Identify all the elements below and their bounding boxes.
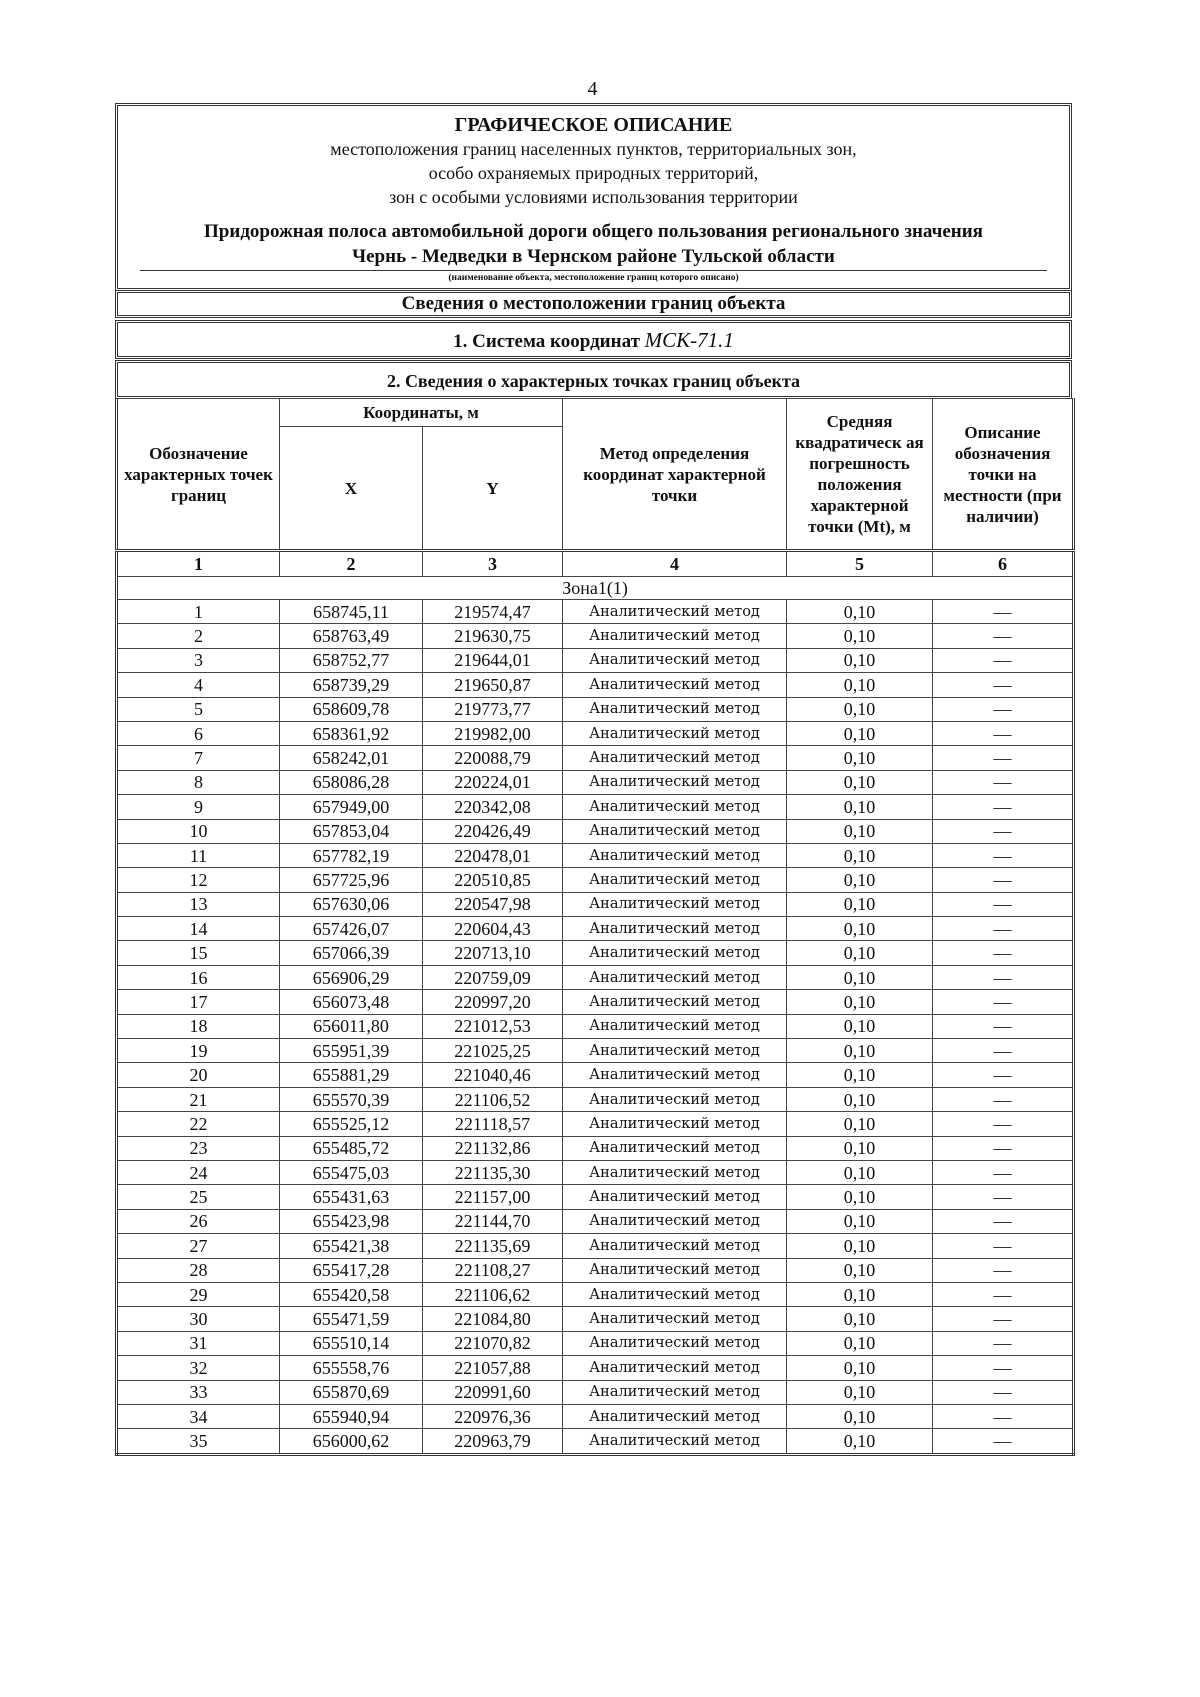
method: Аналитический метод <box>563 1087 787 1111</box>
description: — <box>933 1063 1074 1087</box>
column-number: 3 <box>423 551 563 577</box>
error-value: 0,10 <box>787 941 933 965</box>
method: Аналитический метод <box>563 1136 787 1160</box>
error-value: 0,10 <box>787 1112 933 1136</box>
object-name-line: Чернь - Медведки в Чернском районе Тульской области <box>140 244 1047 271</box>
description: — <box>933 600 1074 624</box>
y-coordinate: 220547,98 <box>423 892 563 916</box>
error-value: 0,10 <box>787 770 933 794</box>
error-value: 0,10 <box>787 624 933 648</box>
y-coordinate: 220426,49 <box>423 819 563 843</box>
point-number: 25 <box>117 1185 280 1209</box>
subtitle-line: особо охраняемых природных территорий, <box>428 163 759 183</box>
method: Аналитический метод <box>563 1112 787 1136</box>
description: — <box>933 1380 1074 1404</box>
method: Аналитический метод <box>563 1307 787 1331</box>
method: Аналитический метод <box>563 892 787 916</box>
point-number: 21 <box>117 1087 280 1111</box>
point-number: 13 <box>117 892 280 916</box>
x-coordinate: 655881,29 <box>280 1063 423 1087</box>
x-coordinate: 656011,80 <box>280 1014 423 1038</box>
method: Аналитический метод <box>563 770 787 794</box>
method: Аналитический метод <box>563 917 787 941</box>
method: Аналитический метод <box>563 819 787 843</box>
table-row <box>117 843 1074 867</box>
y-coordinate: 219650,87 <box>423 673 563 697</box>
object-name-note: (наименование объекта, местоположение границ которого описано) <box>448 273 739 283</box>
description: — <box>933 1258 1074 1282</box>
point-number: 24 <box>117 1160 280 1184</box>
error-value: 0,10 <box>787 819 933 843</box>
y-coordinate: 219982,00 <box>423 721 563 745</box>
x-coordinate: 658361,92 <box>280 721 423 745</box>
table-row <box>117 1429 1074 1454</box>
x-coordinate: 658086,28 <box>280 770 423 794</box>
point-number: 23 <box>117 1136 280 1160</box>
x-coordinate: 655420,58 <box>280 1282 423 1306</box>
table-row <box>117 795 1074 819</box>
point-number: 29 <box>117 1282 280 1306</box>
table-row <box>117 1160 1074 1184</box>
point-number: 27 <box>117 1234 280 1258</box>
description: — <box>933 624 1074 648</box>
table-row <box>117 721 1074 745</box>
y-coordinate: 221106,52 <box>423 1087 563 1111</box>
y-coordinate: 221135,69 <box>423 1234 563 1258</box>
point-number: 14 <box>117 917 280 941</box>
table-row <box>117 1234 1074 1258</box>
column-number: 5 <box>787 551 933 577</box>
error-value: 0,10 <box>787 1063 933 1087</box>
x-coordinate: 657782,19 <box>280 843 423 867</box>
x-coordinate: 658763,49 <box>280 624 423 648</box>
point-number: 16 <box>117 965 280 989</box>
point-number: 32 <box>117 1356 280 1380</box>
x-coordinate: 658242,01 <box>280 746 423 770</box>
error-value: 0,10 <box>787 965 933 989</box>
table-row <box>117 1356 1074 1380</box>
column-number: 2 <box>280 551 423 577</box>
header-error: Средняя квадратическ ая погрешность положения характерной точки (Mt), м <box>787 399 933 551</box>
error-value: 0,10 <box>787 600 933 624</box>
error-value: 0,10 <box>787 1160 933 1184</box>
method: Аналитический метод <box>563 1160 787 1184</box>
point-number: 30 <box>117 1307 280 1331</box>
table-row <box>117 1063 1074 1087</box>
error-value: 0,10 <box>787 917 933 941</box>
y-coordinate: 220510,85 <box>423 868 563 892</box>
error-value: 0,10 <box>787 1282 933 1306</box>
description: — <box>933 1087 1074 1111</box>
zone-row <box>117 577 1074 600</box>
y-coordinate: 221132,86 <box>423 1136 563 1160</box>
error-value: 0,10 <box>787 1014 933 1038</box>
table-row <box>117 1380 1074 1404</box>
column-number: 1 <box>117 551 280 577</box>
y-coordinate: 221106,62 <box>423 1282 563 1306</box>
object-name-line: Придорожная полоса автомобильной дороги общего пользования регионального значения <box>204 221 983 242</box>
point-number: 35 <box>117 1429 280 1454</box>
x-coordinate: 655421,38 <box>280 1234 423 1258</box>
description: — <box>933 1112 1074 1136</box>
y-coordinate: 221118,57 <box>423 1112 563 1136</box>
column-number: 6 <box>933 551 1074 577</box>
error-value: 0,10 <box>787 1404 933 1428</box>
error-value: 0,10 <box>787 1209 933 1233</box>
x-coordinate: 656073,48 <box>280 990 423 1014</box>
description: — <box>933 697 1074 721</box>
header-x: X <box>280 427 423 551</box>
description: — <box>933 795 1074 819</box>
coordinate-system <box>115 320 1072 359</box>
x-coordinate: 657853,04 <box>280 819 423 843</box>
table-row <box>117 746 1074 770</box>
y-coordinate: 221070,82 <box>423 1331 563 1355</box>
description: — <box>933 892 1074 916</box>
points-table <box>115 398 1075 1456</box>
point-number: 31 <box>117 1331 280 1355</box>
header-designation: Обозначение характерных точек границ <box>117 399 280 551</box>
point-number: 3 <box>117 648 280 672</box>
table-row <box>117 673 1074 697</box>
x-coordinate: 658609,78 <box>280 697 423 721</box>
x-coordinate: 655423,98 <box>280 1209 423 1233</box>
table-row <box>117 941 1074 965</box>
y-coordinate: 221057,88 <box>423 1356 563 1380</box>
table-row <box>117 1039 1074 1063</box>
table-row <box>117 917 1074 941</box>
point-number: 10 <box>117 819 280 843</box>
description: — <box>933 1404 1074 1428</box>
error-value: 0,10 <box>787 1258 933 1282</box>
x-coordinate: 655417,28 <box>280 1258 423 1282</box>
table-row <box>117 648 1074 672</box>
method: Аналитический метод <box>563 941 787 965</box>
x-coordinate: 655525,12 <box>280 1112 423 1136</box>
point-number: 2 <box>117 624 280 648</box>
description: — <box>933 1356 1074 1380</box>
method: Аналитический метод <box>563 843 787 867</box>
y-coordinate: 221135,30 <box>423 1160 563 1184</box>
y-coordinate: 220604,43 <box>423 917 563 941</box>
table-row <box>117 1258 1074 1282</box>
x-coordinate: 655471,59 <box>280 1307 423 1331</box>
error-value: 0,10 <box>787 1039 933 1063</box>
point-number: 8 <box>117 770 280 794</box>
error-value: 0,10 <box>787 868 933 892</box>
y-coordinate: 220963,79 <box>423 1429 563 1454</box>
description: — <box>933 1282 1074 1306</box>
description: — <box>933 721 1074 745</box>
y-coordinate: 219773,77 <box>423 697 563 721</box>
error-value: 0,10 <box>787 1087 933 1111</box>
zone-label: Зона1(1) <box>117 577 1074 600</box>
table-row <box>117 1136 1074 1160</box>
method: Аналитический метод <box>563 1429 787 1454</box>
description: — <box>933 1185 1074 1209</box>
y-coordinate: 221025,25 <box>423 1039 563 1063</box>
error-value: 0,10 <box>787 795 933 819</box>
point-number: 12 <box>117 868 280 892</box>
method: Аналитический метод <box>563 1404 787 1428</box>
description: — <box>933 819 1074 843</box>
method: Аналитический метод <box>563 1258 787 1282</box>
y-coordinate: 221040,46 <box>423 1063 563 1087</box>
method: Аналитический метод <box>563 673 787 697</box>
table-row <box>117 1307 1074 1331</box>
description: — <box>933 1429 1074 1454</box>
error-value: 0,10 <box>787 697 933 721</box>
point-number: 11 <box>117 843 280 867</box>
error-value: 0,10 <box>787 1307 933 1331</box>
x-coordinate: 657725,96 <box>280 868 423 892</box>
error-value: 0,10 <box>787 1331 933 1355</box>
method: Аналитический метод <box>563 1063 787 1087</box>
coord-system-value: МСК-71.1 <box>644 328 734 352</box>
x-coordinate: 657426,07 <box>280 917 423 941</box>
table-row <box>117 770 1074 794</box>
x-coordinate: 657630,06 <box>280 892 423 916</box>
point-number: 1 <box>117 600 280 624</box>
method: Аналитический метод <box>563 795 787 819</box>
description: — <box>933 990 1074 1014</box>
point-number: 17 <box>117 990 280 1014</box>
y-coordinate: 220759,09 <box>423 965 563 989</box>
point-number: 15 <box>117 941 280 965</box>
x-coordinate: 658745,11 <box>280 600 423 624</box>
method: Аналитический метод <box>563 1039 787 1063</box>
error-value: 0,10 <box>787 1356 933 1380</box>
error-value: 0,10 <box>787 648 933 672</box>
y-coordinate: 219644,01 <box>423 648 563 672</box>
method: Аналитический метод <box>563 600 787 624</box>
subtitle-line: зон с особыми условиями использования территории <box>389 187 798 207</box>
method: Аналитический метод <box>563 1331 787 1355</box>
description: — <box>933 673 1074 697</box>
error-value: 0,10 <box>787 721 933 745</box>
method: Аналитический метод <box>563 1356 787 1380</box>
method: Аналитический метод <box>563 648 787 672</box>
x-coordinate: 655485,72 <box>280 1136 423 1160</box>
y-coordinate: 220088,79 <box>423 746 563 770</box>
header-description: Описание обозначения точки на местности (при наличии) <box>933 399 1074 551</box>
table-row <box>117 600 1074 624</box>
y-coordinate: 221108,27 <box>423 1258 563 1282</box>
error-value: 0,10 <box>787 892 933 916</box>
y-coordinate: 221084,80 <box>423 1307 563 1331</box>
y-coordinate: 220713,10 <box>423 941 563 965</box>
table-row <box>117 624 1074 648</box>
description: — <box>933 868 1074 892</box>
point-number: 19 <box>117 1039 280 1063</box>
description: — <box>933 965 1074 989</box>
y-coordinate: 220997,20 <box>423 990 563 1014</box>
method: Аналитический метод <box>563 697 787 721</box>
x-coordinate: 655951,39 <box>280 1039 423 1063</box>
description: — <box>933 1209 1074 1233</box>
y-coordinate: 220976,36 <box>423 1404 563 1428</box>
x-coordinate: 657949,00 <box>280 795 423 819</box>
table-row <box>117 892 1074 916</box>
point-number: 7 <box>117 746 280 770</box>
point-number: 5 <box>117 697 280 721</box>
description: — <box>933 1234 1074 1258</box>
table-row <box>117 1112 1074 1136</box>
error-value: 0,10 <box>787 1380 933 1404</box>
table-row <box>117 965 1074 989</box>
x-coordinate: 655570,39 <box>280 1087 423 1111</box>
x-coordinate: 655510,14 <box>280 1331 423 1355</box>
error-value: 0,10 <box>787 746 933 770</box>
error-value: 0,10 <box>787 673 933 697</box>
description: — <box>933 1039 1074 1063</box>
column-number-row <box>117 551 1074 577</box>
y-coordinate: 220342,08 <box>423 795 563 819</box>
point-number: 9 <box>117 795 280 819</box>
method: Аналитический метод <box>563 746 787 770</box>
table-row <box>117 819 1074 843</box>
x-coordinate: 656000,62 <box>280 1429 423 1454</box>
document-title: ГРАФИЧЕСКОЕ ОПИСАНИЕ <box>454 114 733 136</box>
x-coordinate: 655940,94 <box>280 1404 423 1428</box>
points-heading: 2. Сведения о характерных точках границ объекта <box>115 360 1072 399</box>
description: — <box>933 1160 1074 1184</box>
y-coordinate: 221012,53 <box>423 1014 563 1038</box>
description: — <box>933 1136 1074 1160</box>
y-coordinate: 221157,00 <box>423 1185 563 1209</box>
y-coordinate: 219574,47 <box>423 600 563 624</box>
y-coordinate: 221144,70 <box>423 1209 563 1233</box>
x-coordinate: 655870,69 <box>280 1380 423 1404</box>
description: — <box>933 941 1074 965</box>
subtitle-line: местоположения границ населенных пунктов, территориальных зон, <box>330 139 857 159</box>
description: — <box>933 843 1074 867</box>
table-row <box>117 868 1074 892</box>
description: — <box>933 1331 1074 1355</box>
table-row <box>117 1014 1074 1038</box>
point-number: 22 <box>117 1112 280 1136</box>
header-y: Y <box>423 427 563 551</box>
x-coordinate: 655475,03 <box>280 1160 423 1184</box>
table-row <box>117 1331 1074 1355</box>
y-coordinate: 219630,75 <box>423 624 563 648</box>
point-number: 18 <box>117 1014 280 1038</box>
table-row <box>117 697 1074 721</box>
y-coordinate: 220224,01 <box>423 770 563 794</box>
description: — <box>933 1307 1074 1331</box>
description: — <box>933 648 1074 672</box>
header-coords: Координаты, м <box>280 399 563 427</box>
point-number: 4 <box>117 673 280 697</box>
table-row <box>117 1282 1074 1306</box>
table-row <box>117 1209 1074 1233</box>
method: Аналитический метод <box>563 1209 787 1233</box>
title-block <box>115 103 1072 291</box>
point-number: 28 <box>117 1258 280 1282</box>
description: — <box>933 917 1074 941</box>
x-coordinate: 658739,29 <box>280 673 423 697</box>
point-number: 26 <box>117 1209 280 1233</box>
error-value: 0,10 <box>787 1429 933 1454</box>
x-coordinate: 657066,39 <box>280 941 423 965</box>
x-coordinate: 655431,63 <box>280 1185 423 1209</box>
x-coordinate: 658752,77 <box>280 648 423 672</box>
method: Аналитический метод <box>563 721 787 745</box>
description: — <box>933 1014 1074 1038</box>
point-number: 33 <box>117 1380 280 1404</box>
method: Аналитический метод <box>563 1185 787 1209</box>
method: Аналитический метод <box>563 1234 787 1258</box>
error-value: 0,10 <box>787 1234 933 1258</box>
x-coordinate: 655558,76 <box>280 1356 423 1380</box>
description: — <box>933 746 1074 770</box>
method: Аналитический метод <box>563 1380 787 1404</box>
method: Аналитический метод <box>563 1282 787 1306</box>
description: — <box>933 770 1074 794</box>
point-number: 6 <box>117 721 280 745</box>
y-coordinate: 220991,60 <box>423 1380 563 1404</box>
error-value: 0,10 <box>787 843 933 867</box>
coord-system-label: 1. Система координат <box>453 331 640 352</box>
page-number: 4 <box>587 78 598 100</box>
point-number: 34 <box>117 1404 280 1428</box>
column-number: 4 <box>563 551 787 577</box>
table-row <box>117 1185 1074 1209</box>
method: Аналитический метод <box>563 868 787 892</box>
error-value: 0,10 <box>787 1136 933 1160</box>
section-heading: Сведения о местоположении границ объекта <box>115 290 1072 318</box>
method: Аналитический метод <box>563 965 787 989</box>
x-coordinate: 656906,29 <box>280 965 423 989</box>
table-row <box>117 1087 1074 1111</box>
header-method: Метод определения координат характерной точки <box>563 399 787 551</box>
table-row <box>117 1404 1074 1428</box>
method: Аналитический метод <box>563 624 787 648</box>
point-number: 20 <box>117 1063 280 1087</box>
method: Аналитический метод <box>563 1014 787 1038</box>
table-row <box>117 990 1074 1014</box>
method: Аналитический метод <box>563 990 787 1014</box>
error-value: 0,10 <box>787 990 933 1014</box>
y-coordinate: 220478,01 <box>423 843 563 867</box>
error-value: 0,10 <box>787 1185 933 1209</box>
